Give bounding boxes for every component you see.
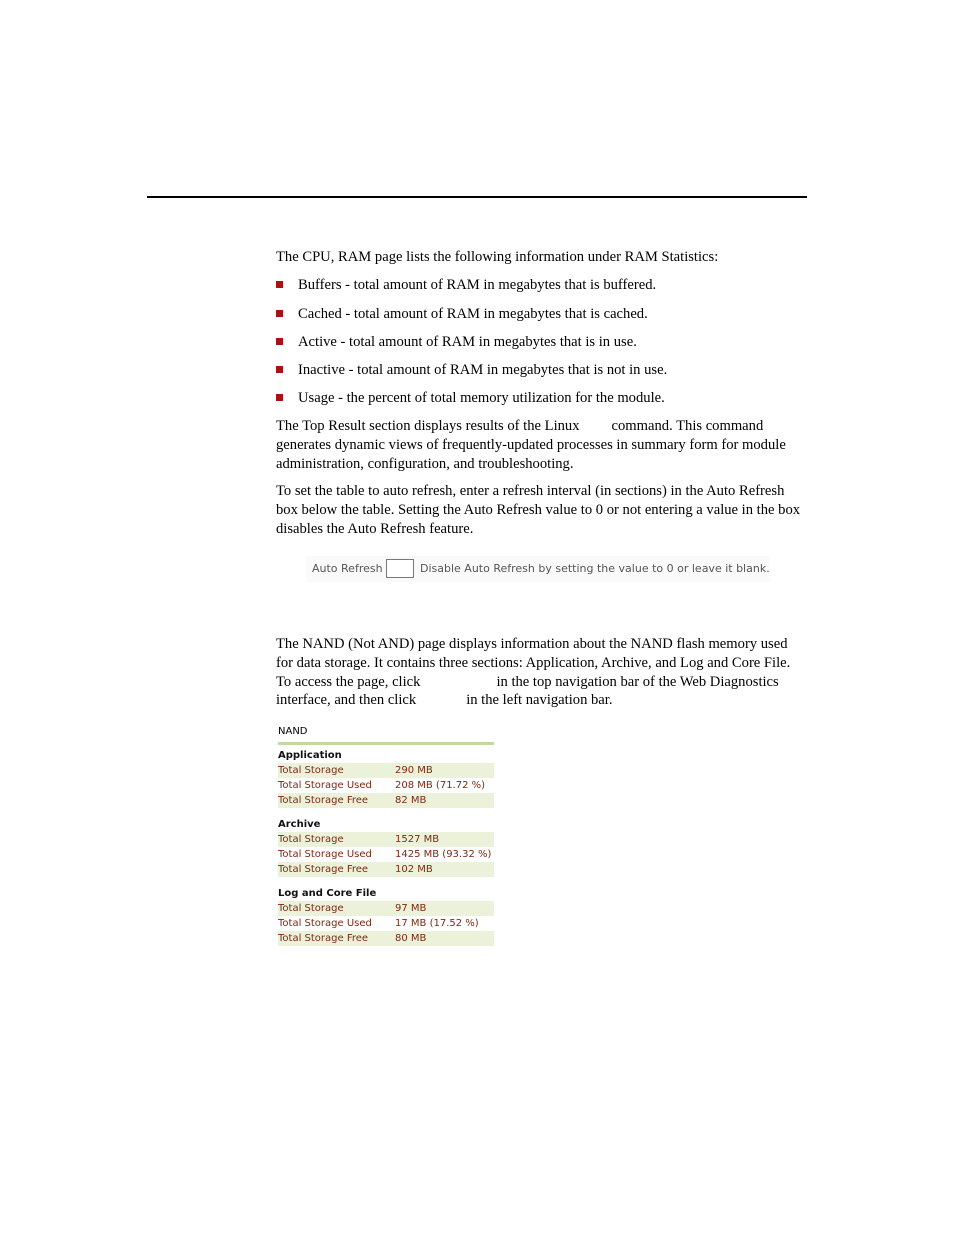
table-row: Total Storage Free 102 MB: [278, 862, 494, 877]
bullet-inactive: Inactive - total amount of RAM in megabytes that is not in use.: [276, 361, 667, 379]
bullet-square-icon: [276, 366, 283, 373]
section-heading: Log and Core File: [278, 888, 377, 899]
section-heading: Archive: [278, 819, 321, 830]
table-row: Total Storage 1527 MB: [278, 832, 494, 847]
table-row: Total Storage 290 MB: [278, 763, 494, 778]
top-result-paragraph: The Top Result section displays results of the Linux command. This command generates dynamic views of frequently-updated processes in summary form for module administration, configuration, and troubleshooting.: [276, 418, 786, 472]
auto-refresh-hint: Disable Auto Refresh by setting the value to 0 or leave it blank.: [420, 562, 770, 575]
nand-section-archive: [278, 818, 494, 877]
intro-paragraph: The CPU, RAM page lists the following information under RAM Statistics:: [276, 249, 719, 265]
bullet-square-icon: [276, 394, 283, 401]
nand-title: NAND: [278, 726, 308, 737]
nand-figure: [276, 724, 496, 948]
auto-refresh-label: Auto Refresh: [312, 562, 383, 575]
nand-section-log-core: [278, 887, 494, 946]
bullet-buffers: Buffers - total amount of RAM in megabytes that is buffered.: [276, 276, 656, 294]
table-row: Total Storage Used 208 MB (71.72 %): [278, 780, 486, 791]
section-heading: Application: [278, 750, 342, 761]
nand-section-application: [278, 749, 494, 808]
header-rule: [147, 196, 807, 198]
table-row: Total Storage Free 82 MB: [278, 793, 494, 808]
table-row: Total Storage Used 1425 MB (93.32 %): [278, 849, 492, 860]
nand-paragraph: The NAND (Not AND) page displays information about the NAND flash memory used for data storage. It contains three sections: Application, Archive, and Log and Core File. To access the page, click in the top navigation bar of the Web Diagnostics interface, and then click in the left navigation bar.: [276, 636, 791, 709]
bullet-square-icon: [276, 310, 283, 317]
bullet-cached: Cached - total amount of RAM in megabytes that is cached.: [276, 305, 648, 323]
auto-refresh-paragraph: To set the table to auto refresh, enter a refresh interval (in sections) in the Auto Refresh box below the table. Setting the Auto Refresh value to 0 or not entering a value in the box disables the Auto Refresh feature.: [276, 483, 801, 537]
nand-title-underline: [278, 742, 494, 745]
bullet-usage: Usage - the percent of total memory utilization for the module.: [276, 389, 665, 407]
table-row: Total Storage 97 MB: [278, 901, 494, 916]
auto-refresh-input[interactable]: [386, 559, 414, 578]
bullet-active: Active - total amount of RAM in megabytes that is in use.: [276, 333, 637, 351]
bullet-square-icon: [276, 281, 283, 288]
bullet-square-icon: [276, 338, 283, 345]
table-row: Total Storage Used 17 MB (17.52 %): [278, 918, 479, 929]
auto-refresh-figure: [306, 556, 770, 582]
table-row: Total Storage Free 80 MB: [278, 931, 494, 946]
